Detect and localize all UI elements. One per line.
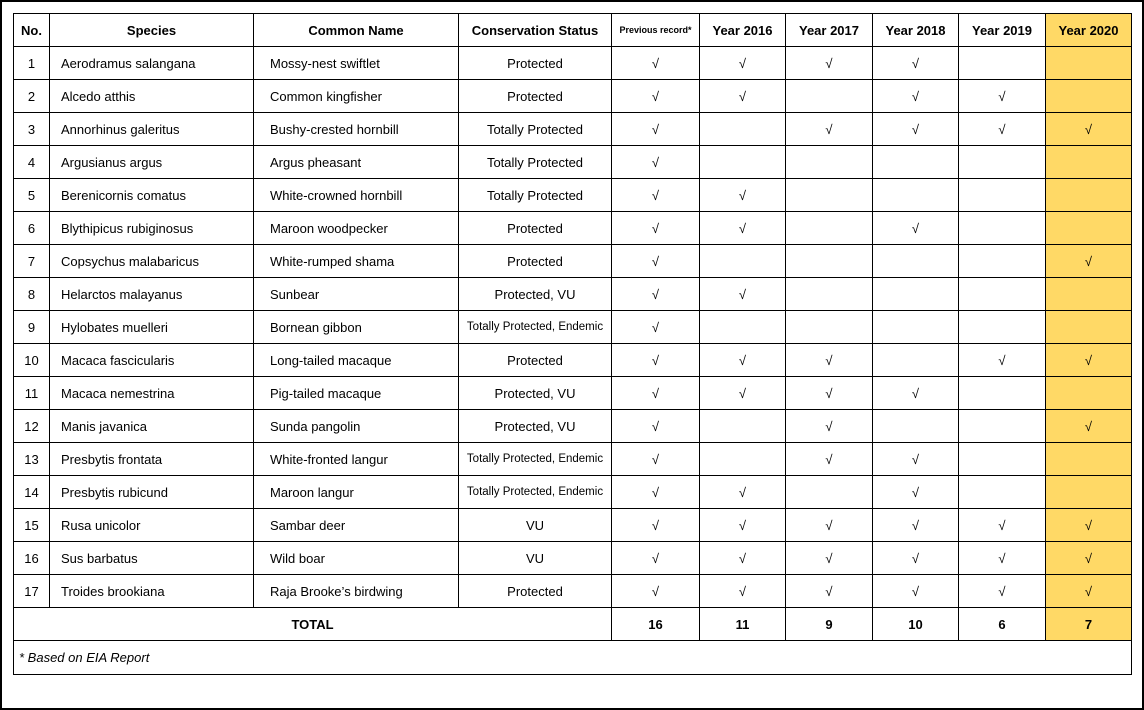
cell-2019 <box>959 443 1046 476</box>
cell-2017: √ <box>786 344 873 377</box>
table-row <box>14 476 1132 509</box>
cell-common-name: Maroon langur <box>254 476 459 509</box>
cell-previous-record: √ <box>612 311 700 344</box>
cell-2019 <box>959 410 1046 443</box>
cell-species: Manis javanica <box>50 410 254 443</box>
cell-no: 7 <box>14 245 50 278</box>
cell-2016 <box>700 245 786 278</box>
total-previous: 16 <box>612 608 700 641</box>
cell-species: Troides brookiana <box>50 575 254 608</box>
cell-no: 6 <box>14 212 50 245</box>
cell-2017 <box>786 212 873 245</box>
cell-species: Alcedo atthis <box>50 80 254 113</box>
cell-no: 8 <box>14 278 50 311</box>
cell-2018 <box>873 179 959 212</box>
cell-2016: √ <box>700 278 786 311</box>
cell-status: Totally Protected, Endemic <box>459 476 612 509</box>
cell-2018: √ <box>873 443 959 476</box>
cell-no: 9 <box>14 311 50 344</box>
total-2018: 10 <box>873 608 959 641</box>
cell-2017: √ <box>786 509 873 542</box>
cell-2017: √ <box>786 443 873 476</box>
table-row <box>14 410 1132 443</box>
cell-2016: √ <box>700 509 786 542</box>
cell-status: VU <box>459 542 612 575</box>
cell-status: Totally Protected, Endemic <box>459 311 612 344</box>
cell-status: Protected, VU <box>459 377 612 410</box>
cell-previous-record: √ <box>612 212 700 245</box>
cell-status: Protected <box>459 575 612 608</box>
table-row <box>14 113 1132 146</box>
cell-status: Protected <box>459 212 612 245</box>
cell-2020 <box>1046 212 1132 245</box>
table-row <box>14 47 1132 80</box>
table-row <box>14 443 1132 476</box>
header-year-2018: Year 2018 <box>873 14 959 47</box>
cell-2019 <box>959 146 1046 179</box>
total-2019: 6 <box>959 608 1046 641</box>
cell-no: 14 <box>14 476 50 509</box>
cell-2020 <box>1046 311 1132 344</box>
cell-2018 <box>873 278 959 311</box>
cell-species: Annorhinus galeritus <box>50 113 254 146</box>
total-2016: 11 <box>700 608 786 641</box>
cell-previous-record: √ <box>612 509 700 542</box>
table-body <box>14 47 1132 608</box>
cell-previous-record: √ <box>612 344 700 377</box>
total-2017: 9 <box>786 608 873 641</box>
cell-status: Protected <box>459 344 612 377</box>
cell-2018: √ <box>873 575 959 608</box>
footnote: * Based on EIA Report <box>14 641 1132 675</box>
header-row <box>14 14 1132 47</box>
cell-species: Copsychus malabaricus <box>50 245 254 278</box>
cell-previous-record: √ <box>612 113 700 146</box>
cell-previous-record: √ <box>612 146 700 179</box>
cell-common-name: Bushy-crested hornbill <box>254 113 459 146</box>
cell-status: Protected <box>459 47 612 80</box>
cell-2020: √ <box>1046 575 1132 608</box>
cell-status: VU <box>459 509 612 542</box>
cell-no: 16 <box>14 542 50 575</box>
table-row <box>14 245 1132 278</box>
total-label: TOTAL <box>14 608 612 641</box>
cell-2016 <box>700 146 786 179</box>
cell-2018 <box>873 344 959 377</box>
cell-status: Totally Protected, Endemic <box>459 443 612 476</box>
cell-2019 <box>959 212 1046 245</box>
cell-2019 <box>959 377 1046 410</box>
cell-2019: √ <box>959 575 1046 608</box>
header-year-2019: Year 2019 <box>959 14 1046 47</box>
cell-status: Totally Protected <box>459 146 612 179</box>
cell-species: Sus barbatus <box>50 542 254 575</box>
cell-species: Macaca nemestrina <box>50 377 254 410</box>
header-conservation-status: Conservation Status <box>459 14 612 47</box>
cell-2017: √ <box>786 410 873 443</box>
cell-2018: √ <box>873 509 959 542</box>
cell-2019 <box>959 245 1046 278</box>
cell-2017 <box>786 476 873 509</box>
cell-2017: √ <box>786 542 873 575</box>
header-previous-record: Previous record* <box>612 14 700 47</box>
table-row <box>14 278 1132 311</box>
cell-2020 <box>1046 47 1132 80</box>
cell-status: Protected, VU <box>459 410 612 443</box>
table-row <box>14 146 1132 179</box>
cell-status: Protected <box>459 80 612 113</box>
header-year-2020: Year 2020 <box>1046 14 1132 47</box>
cell-no: 11 <box>14 377 50 410</box>
cell-2016: √ <box>700 212 786 245</box>
cell-2020: √ <box>1046 410 1132 443</box>
cell-common-name: White-crowned hornbill <box>254 179 459 212</box>
cell-species: Presbytis frontata <box>50 443 254 476</box>
cell-no: 1 <box>14 47 50 80</box>
cell-2018: √ <box>873 377 959 410</box>
cell-no: 10 <box>14 344 50 377</box>
table-row <box>14 509 1132 542</box>
cell-2018 <box>873 311 959 344</box>
cell-2017 <box>786 80 873 113</box>
header-no: No. <box>14 14 50 47</box>
cell-species: Berenicornis comatus <box>50 179 254 212</box>
cell-no: 12 <box>14 410 50 443</box>
cell-2018: √ <box>873 476 959 509</box>
cell-common-name: Sunbear <box>254 278 459 311</box>
cell-common-name: Argus pheasant <box>254 146 459 179</box>
table-row <box>14 212 1132 245</box>
cell-status: Protected <box>459 245 612 278</box>
cell-2020: √ <box>1046 542 1132 575</box>
cell-status: Protected, VU <box>459 278 612 311</box>
cell-previous-record: √ <box>612 80 700 113</box>
cell-no: 17 <box>14 575 50 608</box>
cell-species: Aerodramus salangana <box>50 47 254 80</box>
cell-previous-record: √ <box>612 278 700 311</box>
cell-common-name: Sambar deer <box>254 509 459 542</box>
cell-2016 <box>700 443 786 476</box>
cell-2019 <box>959 179 1046 212</box>
cell-common-name: Raja Brooke’s birdwing <box>254 575 459 608</box>
cell-2019: √ <box>959 344 1046 377</box>
cell-no: 5 <box>14 179 50 212</box>
cell-2016: √ <box>700 344 786 377</box>
cell-common-name: Common kingfisher <box>254 80 459 113</box>
cell-2020 <box>1046 179 1132 212</box>
cell-2016: √ <box>700 377 786 410</box>
cell-status: Totally Protected <box>459 179 612 212</box>
cell-common-name: Mossy-nest swiftlet <box>254 47 459 80</box>
cell-2020 <box>1046 377 1132 410</box>
cell-2019 <box>959 47 1046 80</box>
cell-2017: √ <box>786 113 873 146</box>
cell-2020: √ <box>1046 509 1132 542</box>
cell-2018 <box>873 146 959 179</box>
cell-no: 2 <box>14 80 50 113</box>
cell-species: Rusa unicolor <box>50 509 254 542</box>
cell-2016: √ <box>700 476 786 509</box>
cell-2020: √ <box>1046 344 1132 377</box>
table-row <box>14 179 1132 212</box>
cell-2019 <box>959 278 1046 311</box>
cell-status: Totally Protected <box>459 113 612 146</box>
cell-previous-record: √ <box>612 410 700 443</box>
cell-2020 <box>1046 146 1132 179</box>
table-row <box>14 80 1132 113</box>
cell-2018: √ <box>873 212 959 245</box>
cell-no: 13 <box>14 443 50 476</box>
table-row <box>14 575 1132 608</box>
species-table <box>13 13 1132 675</box>
cell-2018 <box>873 410 959 443</box>
cell-2018: √ <box>873 80 959 113</box>
cell-previous-record: √ <box>612 179 700 212</box>
cell-2020: √ <box>1046 113 1132 146</box>
cell-common-name: Wild boar <box>254 542 459 575</box>
cell-2016: √ <box>700 47 786 80</box>
cell-2019: √ <box>959 80 1046 113</box>
cell-2017 <box>786 179 873 212</box>
cell-previous-record: √ <box>612 575 700 608</box>
cell-2019: √ <box>959 509 1046 542</box>
cell-2017: √ <box>786 575 873 608</box>
cell-previous-record: √ <box>612 377 700 410</box>
cell-species: Blythipicus rubiginosus <box>50 212 254 245</box>
cell-previous-record: √ <box>612 245 700 278</box>
table-row <box>14 377 1132 410</box>
cell-2019 <box>959 476 1046 509</box>
cell-2018: √ <box>873 47 959 80</box>
cell-2016: √ <box>700 80 786 113</box>
cell-previous-record: √ <box>612 542 700 575</box>
header-common-name: Common Name <box>254 14 459 47</box>
cell-no: 3 <box>14 113 50 146</box>
cell-no: 4 <box>14 146 50 179</box>
cell-common-name: Maroon woodpecker <box>254 212 459 245</box>
footnote-row <box>14 641 1132 675</box>
cell-no: 15 <box>14 509 50 542</box>
table-row <box>14 542 1132 575</box>
cell-species: Macaca fascicularis <box>50 344 254 377</box>
cell-2016: √ <box>700 575 786 608</box>
cell-previous-record: √ <box>612 476 700 509</box>
header-species: Species <box>50 14 254 47</box>
table-row <box>14 311 1132 344</box>
cell-species: Argusianus argus <box>50 146 254 179</box>
cell-common-name: Bornean gibbon <box>254 311 459 344</box>
cell-species: Hylobates muelleri <box>50 311 254 344</box>
total-row <box>14 608 1132 641</box>
cell-2020: √ <box>1046 245 1132 278</box>
cell-2016 <box>700 410 786 443</box>
cell-2020 <box>1046 278 1132 311</box>
cell-2018 <box>873 245 959 278</box>
cell-2017: √ <box>786 377 873 410</box>
cell-2019 <box>959 311 1046 344</box>
header-year-2016: Year 2016 <box>700 14 786 47</box>
cell-2016: √ <box>700 179 786 212</box>
cell-2020 <box>1046 443 1132 476</box>
cell-2018: √ <box>873 113 959 146</box>
cell-species: Presbytis rubicund <box>50 476 254 509</box>
cell-common-name: White-rumped shama <box>254 245 459 278</box>
table-row <box>14 344 1132 377</box>
cell-previous-record: √ <box>612 443 700 476</box>
cell-2020 <box>1046 476 1132 509</box>
cell-2017 <box>786 278 873 311</box>
cell-2018: √ <box>873 542 959 575</box>
cell-2016 <box>700 113 786 146</box>
cell-2016: √ <box>700 542 786 575</box>
header-year-2017: Year 2017 <box>786 14 873 47</box>
cell-2019: √ <box>959 113 1046 146</box>
cell-2017 <box>786 311 873 344</box>
cell-2017 <box>786 245 873 278</box>
cell-2017 <box>786 146 873 179</box>
total-2020: 7 <box>1046 608 1132 641</box>
cell-previous-record: √ <box>612 47 700 80</box>
cell-common-name: Pig-tailed macaque <box>254 377 459 410</box>
cell-common-name: Sunda pangolin <box>254 410 459 443</box>
cell-2017: √ <box>786 47 873 80</box>
cell-2020 <box>1046 80 1132 113</box>
cell-species: Helarctos malayanus <box>50 278 254 311</box>
cell-common-name: White-fronted langur <box>254 443 459 476</box>
cell-2019: √ <box>959 542 1046 575</box>
cell-2016 <box>700 311 786 344</box>
cell-common-name: Long-tailed macaque <box>254 344 459 377</box>
